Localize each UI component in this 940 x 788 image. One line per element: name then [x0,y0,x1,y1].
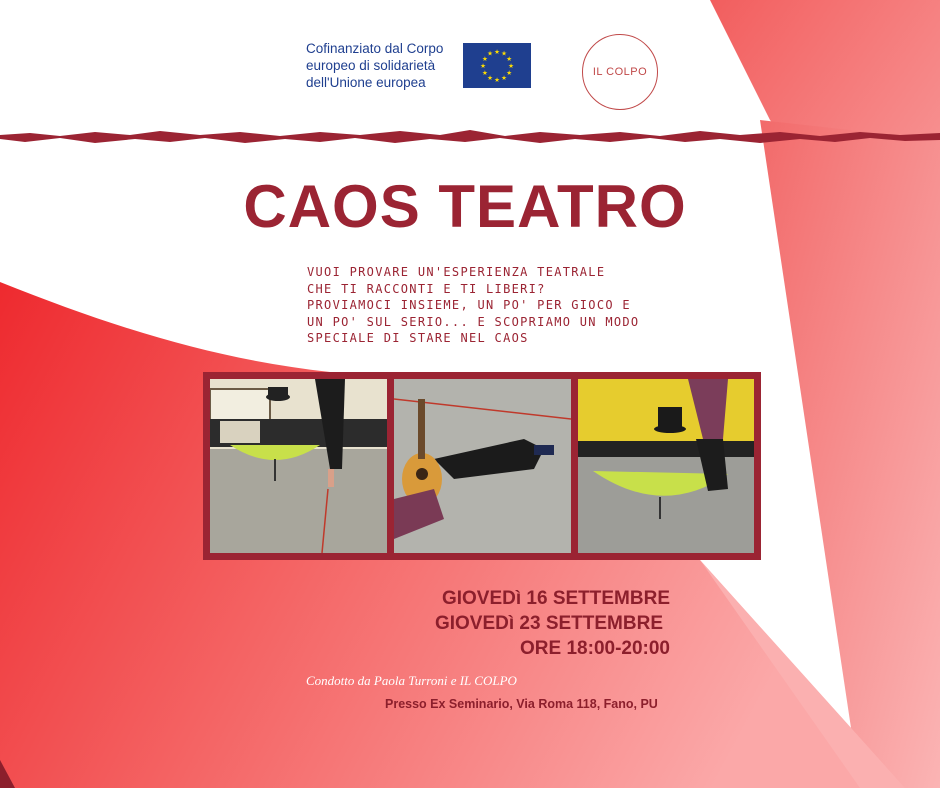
intro-line: PROVIAMOCI INSIEME, UN PO' PER GIOCO E [307,298,631,312]
intro-line: SPECIALE DI STARE NEL CAOS [307,331,529,345]
eu-star-icon: ★ [494,48,500,56]
eu-line-2: europeo di solidarietà [306,58,436,73]
torn-paper-divider [0,126,940,148]
eu-star-icon: ★ [506,55,513,63]
eu-star-icon: ★ [487,50,493,58]
photo-umbrella-dancer [210,379,387,553]
date-2: GIOVEDì 23 SETTEMBRE [434,613,663,634]
eu-star-icon: ★ [501,50,507,58]
eu-star-icon: ★ [494,76,500,84]
eu-star-icon: ★ [501,74,507,82]
photo-umbrella-hat [578,379,754,553]
logo-text: IL COLPO [592,66,648,78]
intro-line: UN PO' SUL SERIO... E SCOPRIAMO UN MODO [307,314,640,329]
eu-line-1: Cofinanziato dal Corpo [306,41,444,56]
conducted-by: Condotto da Paola Turroni e IL COLPO [306,673,517,688]
hours: ORE 18:00-20:00 [520,638,670,659]
eu-star-icon: ★ [487,74,493,82]
intro-line: CHE TI RACCONTI E TI LIBERI? [307,281,546,296]
eu-star-icon: ★ [508,62,514,70]
eu-flag-icon [463,43,531,88]
eu-star-icon: ★ [481,69,488,77]
page-title: CAOS TEATRO [243,173,687,240]
eu-star-icon: ★ [480,62,486,70]
date-1: GIOVEDì 16 SETTEMBRE [441,588,670,609]
photo-guitar-floor [394,379,571,553]
eu-line-3: dell'Unione europea [306,75,426,90]
location: Presso Ex Seminario, Via Roma 118, Fano, PU [385,697,658,711]
eu-cofunding-text [306,40,466,91]
il-colpo-logo [582,34,658,110]
eu-star-icon: ★ [506,69,513,77]
intro-line: VUOI PROVARE UN'ESPERIENZA TEATRALE [307,265,606,279]
photo-strip [203,372,761,560]
eu-star-icon: ★ [481,55,488,63]
intro-text [307,264,667,347]
